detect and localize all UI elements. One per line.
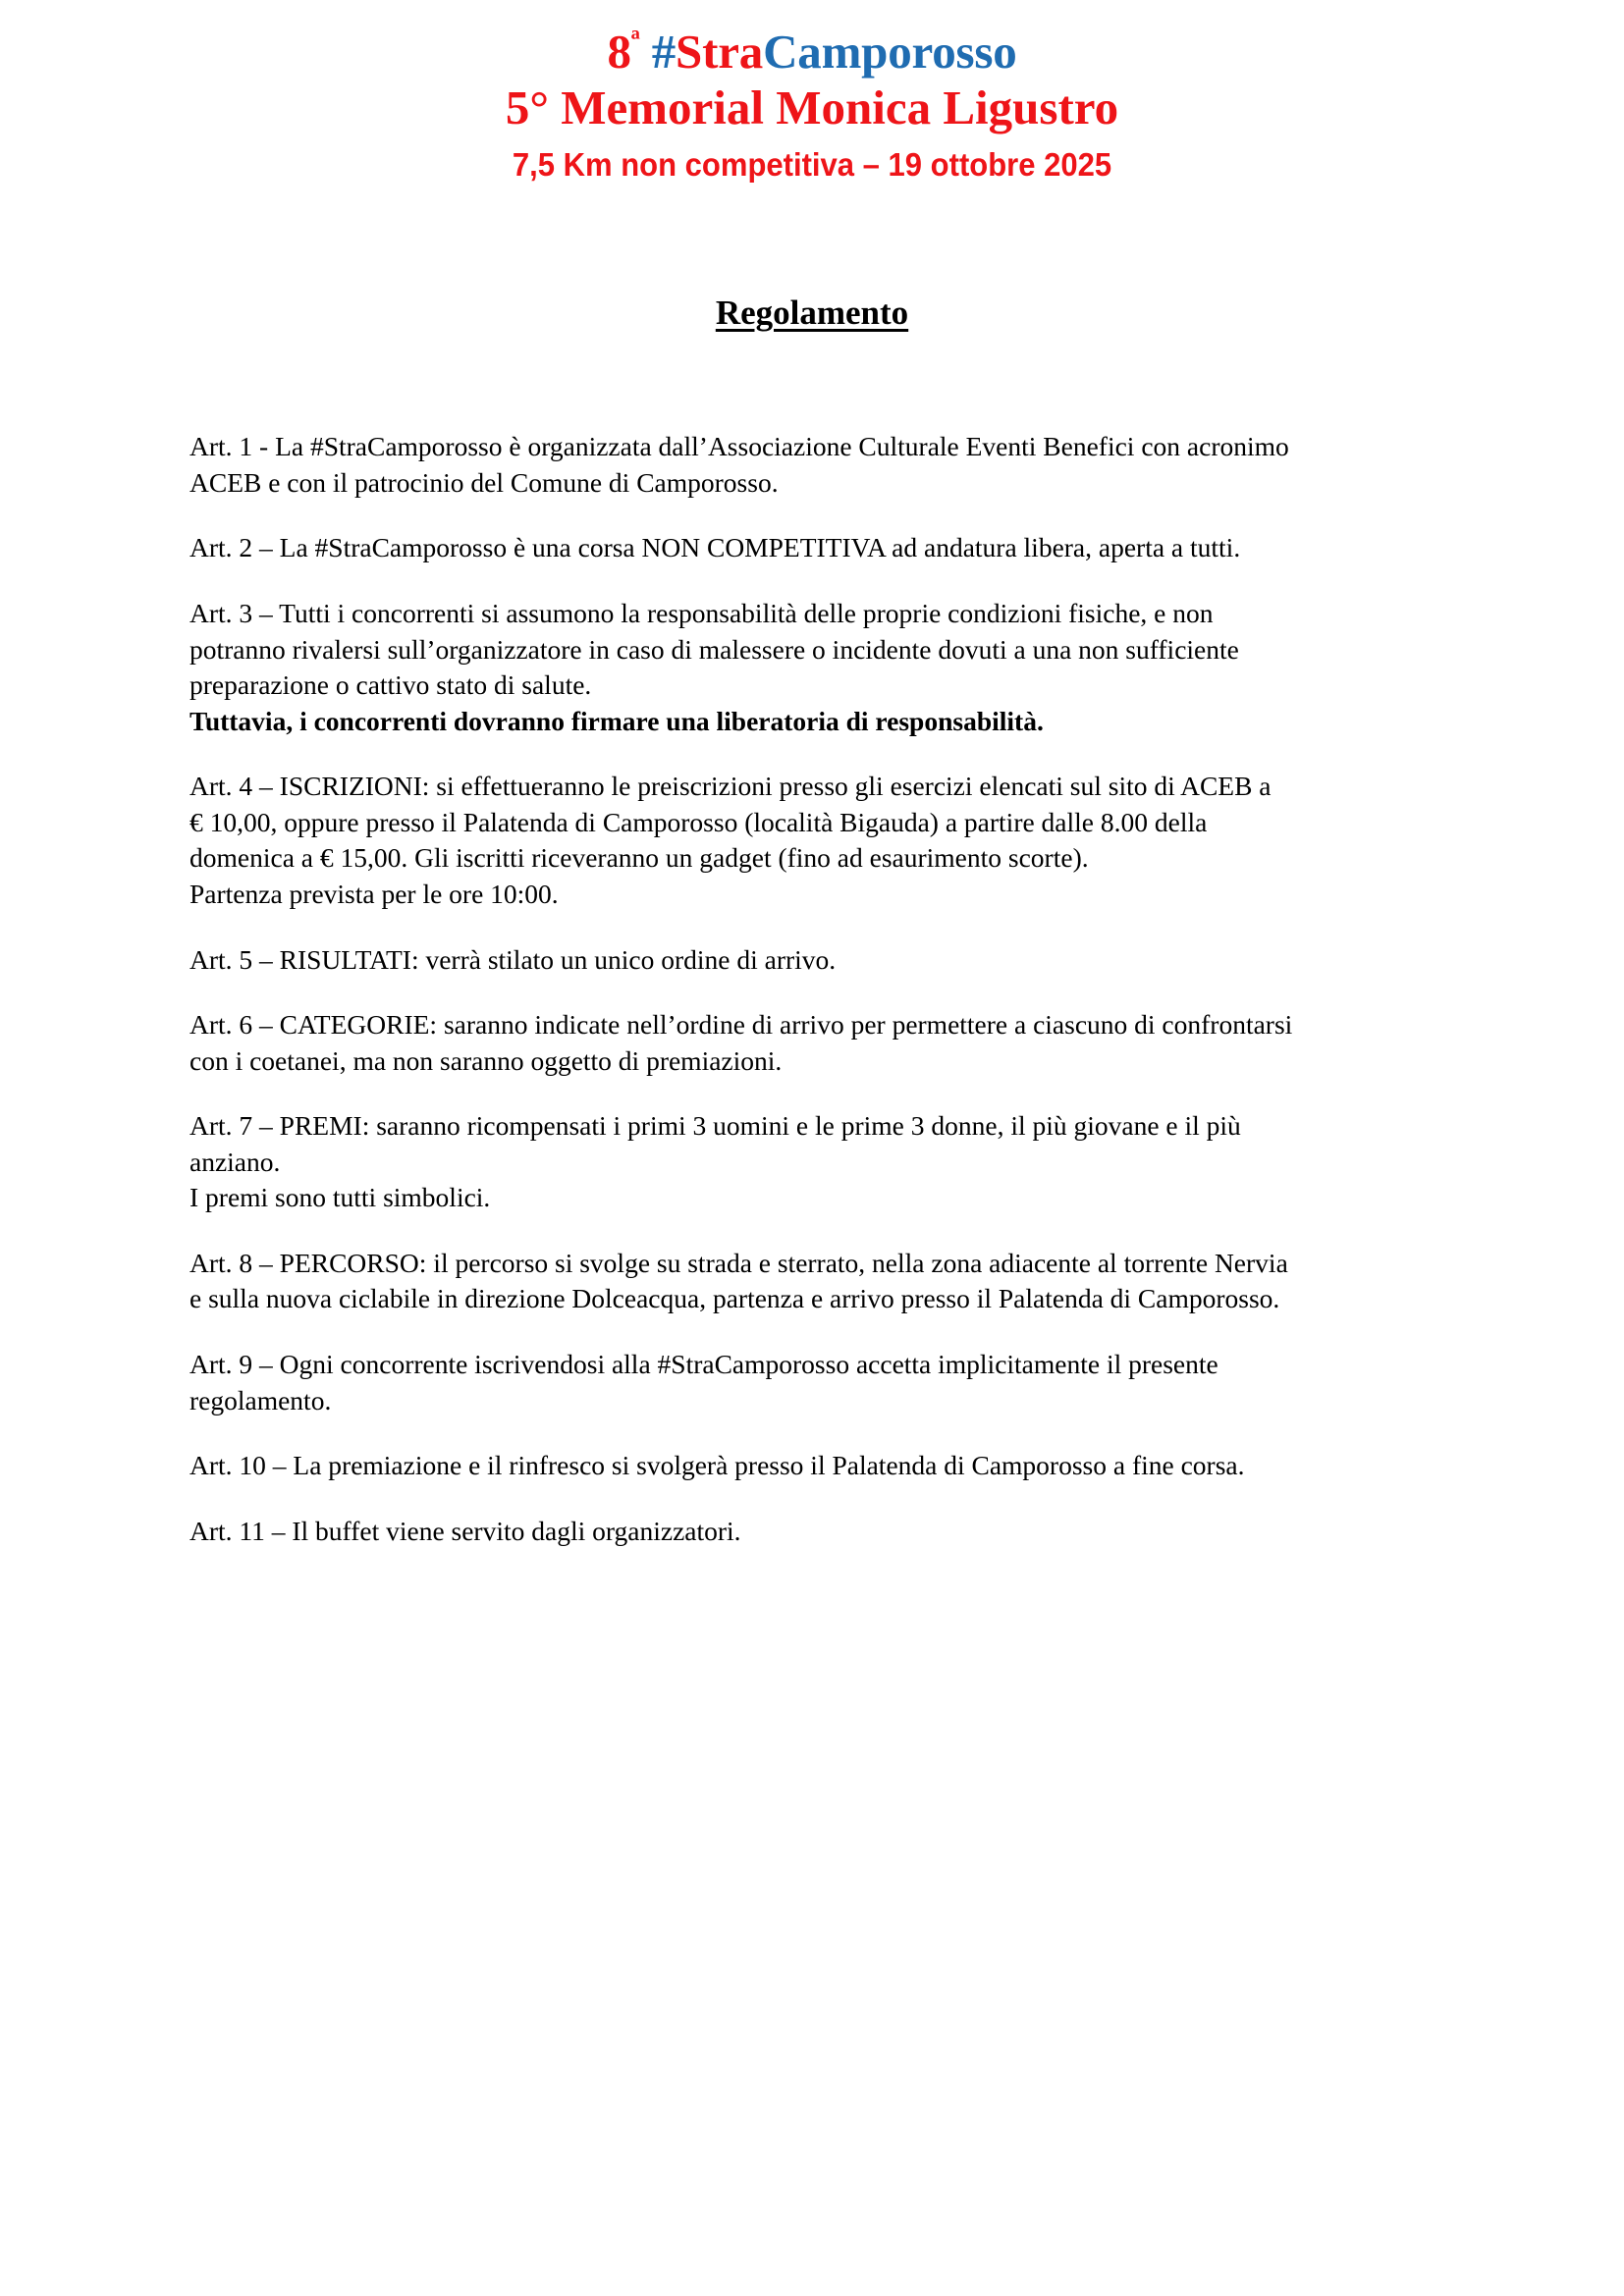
article-line: Art. 6 – CATEGORIE: saranno indicate nell’ordine di arrivo per permettere a ciascuno di confrontarsi	[189, 1009, 1293, 1041]
article-line: Art. 10 – La premiazione e il rinfresco si svolgerà presso il Palatenda di Camporosso a fine corsa.	[189, 1450, 1245, 1481]
event-edition-number: 8	[607, 25, 631, 79]
regulations-heading: Regolamento	[715, 294, 909, 333]
article-paragraph	[189, 429, 1435, 501]
event-subtitle: 7,5 Km non competitiva – 19 ottobre 2025	[512, 145, 1112, 183]
article-line: anziano.	[189, 1146, 281, 1177]
article-paragraph	[189, 596, 1435, 739]
article-paragraph	[189, 769, 1435, 912]
article-line: Art. 3 – Tutti i concorrenti si assumono la responsabilità delle proprie condizioni fisiche, e non	[189, 598, 1214, 629]
article-line: Art. 5 – RISULTATI: verrà stilato un unico ordine di arrivo.	[189, 943, 837, 975]
article-paragraph	[189, 1007, 1435, 1079]
article-paragraph	[189, 1448, 1435, 1484]
document-masthead	[0, 0, 1624, 184]
article-line: Art. 9 – Ogni concorrente iscrivendosi alla #StraCamporosso accetta implicitamente il presente	[189, 1349, 1218, 1380]
event-title-line-2: 5° Memorial Monica Ligustro	[505, 80, 1119, 134]
article-line: con i coetanei, ma non saranno oggetto di premiazioni.	[189, 1044, 783, 1076]
article-paragraph	[189, 1514, 1435, 1550]
article-paragraph	[189, 530, 1435, 566]
article-line: I premi sono tutti simbolici.	[189, 1182, 491, 1213]
article-line: potranno rivalersi sull’organizzatore in caso di malessere o incidente dovuti a una non sufficiente	[189, 633, 1239, 665]
hashtag-symbol: #	[651, 25, 677, 79]
article-line: regolamento.	[189, 1384, 332, 1415]
article-line: Tuttavia, i concorrenti dovranno firmare una liberatoria di responsabilità.	[189, 705, 1044, 736]
event-edition-ordinal: ª	[630, 24, 640, 58]
article-line: Art. 4 – ISCRIZIONI: si effettueranno le preiscrizioni presso gli esercizi elencati sul sito di ACEB a	[189, 771, 1272, 802]
section-heading	[0, 294, 1624, 333]
article-line: Art. 7 – PREMI: saranno ricompensati i primi 3 uomini e le prime 3 donne, il più giovane e il più	[189, 1110, 1241, 1142]
article-line: Partenza prevista per le ore 10:00.	[189, 878, 559, 909]
article-paragraph	[189, 1108, 1435, 1216]
event-name-stra: Stra	[676, 25, 764, 79]
event-name-camporosso: Camporosso	[763, 25, 1017, 79]
article-line: Art. 11 – Il buffet viene servito dagli organizzatori.	[189, 1515, 741, 1546]
regulations-body	[189, 429, 1435, 1549]
article-line: ACEB e con il patrocinio del Comune di Camporosso.	[189, 466, 779, 498]
article-line: e sulla nuova ciclabile in direzione Dolceacqua, partenza e arrivo presso il Palatenda di Camporosso.	[189, 1283, 1280, 1314]
article-line: Art. 8 – PERCORSO: il percorso si svolge su strada e sterrato, nella zona adiacente al torrente Nervia	[189, 1247, 1288, 1278]
article-line: Art. 1 - La #StraCamporosso è organizzata dall’Associazione Culturale Eventi Benefici con acronimo	[189, 431, 1289, 462]
article-line: domenica a € 15,00. Gli iscritti riceveranno un gadget (fino ad esaurimento scorte).	[189, 842, 1089, 874]
article-paragraph	[189, 1347, 1435, 1418]
article-line: Art. 2 – La #StraCamporosso è una corsa NON COMPETITIVA ad andatura libera, aperta a tutti.	[189, 532, 1241, 563]
event-title-line-1	[0, 26, 1624, 80]
article-paragraph	[189, 942, 1435, 979]
article-paragraph	[189, 1246, 1435, 1317]
article-line: € 10,00, oppure presso il Palatenda di Camporosso (località Bigauda) a partire dalle 8.00 della	[189, 806, 1208, 837]
article-line: preparazione o cattivo stato di salute.	[189, 669, 592, 701]
